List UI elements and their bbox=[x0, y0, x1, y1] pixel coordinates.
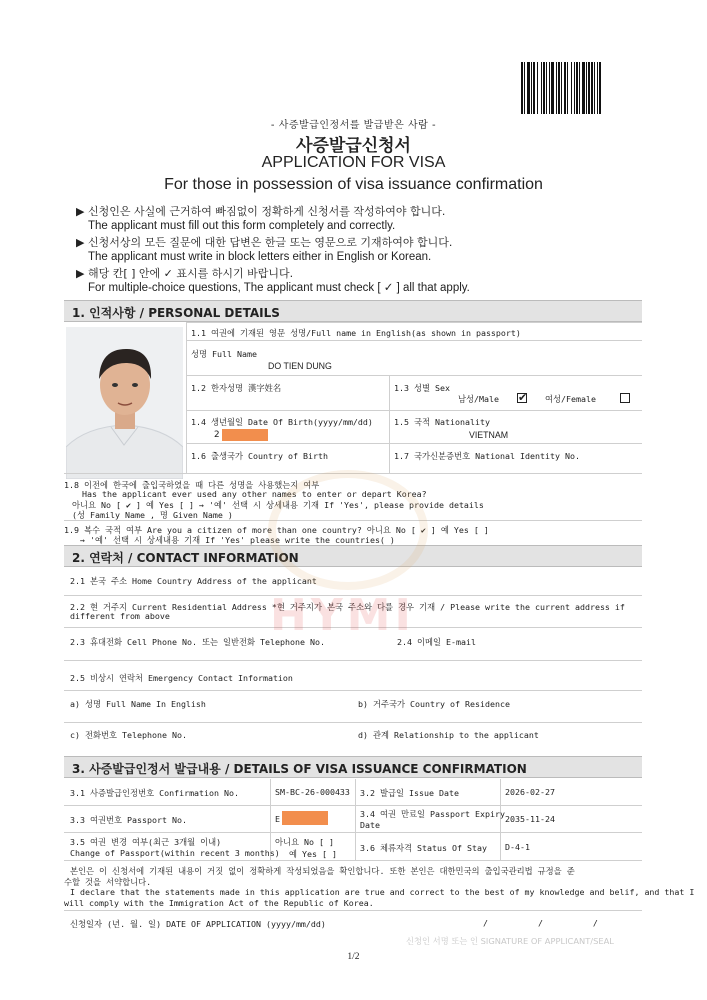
field-1-4-label: 1.4 생년월일 Date Of Birth(yyyy/mm/dd) bbox=[191, 417, 373, 427]
dob-value: 2 bbox=[214, 430, 220, 440]
field-1-8-detail: (성 Family Name , 명 Given Name ) bbox=[72, 510, 233, 520]
instruction-1-kr: ▶ 신청인은 사실에 근거하여 빠짐없이 정확하게 신청서를 작성하여야 합니다. bbox=[76, 205, 446, 218]
section-1-header bbox=[64, 300, 642, 322]
declaration-en-1: I declare that the statements made in this application are true and correct to the best of my knowledge and belif, and that I bbox=[70, 887, 695, 897]
form-title-english: APPLICATION FOR VISA bbox=[261, 154, 446, 171]
issue-date-value: 2026-02-27 bbox=[505, 787, 555, 797]
form-subtitle: - 사증발급인정서를 발급받은 사람 - bbox=[270, 120, 437, 131]
field-2-5b-label: b) 거주국가 Country of Residence bbox=[358, 699, 510, 709]
application-date-label: 신청일자 (년. 월. 일) DATE OF APPLICATION (yyyy/mm/dd) bbox=[70, 919, 326, 929]
field-2-4-label: 2.4 이메일 E-mail bbox=[397, 637, 476, 647]
passport-no-value: E bbox=[275, 814, 280, 824]
field-2-5c-label: c) 전화번호 Telephone No. bbox=[70, 730, 187, 740]
field-3-3-label: 3.3 여권번호 Passport No. bbox=[70, 815, 187, 825]
field-1-6-label: 1.6 출생국가 Country of Birth bbox=[191, 451, 328, 461]
dob-redaction bbox=[222, 429, 268, 441]
watermark-text: HYMI bbox=[270, 590, 415, 641]
instruction-2-en: The applicant must write in block letters either in English or Korean. bbox=[88, 251, 432, 263]
check-icon: ✔ bbox=[518, 391, 528, 404]
field-3-5-label-2: Change of Passport(within recent 3 months) bbox=[70, 848, 280, 858]
field-2-1-label: 2.1 본국 주소 Home Country Address of the applicant bbox=[70, 576, 317, 586]
field-2-2-label-2: different from above bbox=[70, 611, 170, 621]
instruction-1-en: The applicant must fill out this form completely and correctly. bbox=[88, 220, 396, 232]
sex-female-label: 여성/Female bbox=[545, 394, 596, 404]
sex-female-checkbox[interactable] bbox=[620, 393, 630, 403]
declaration-kr-1: 본인은 이 신청서에 기재된 내용이 거짓 없이 정확하게 작성되었음을 확인합니다. 또한 본인은 대한민국의 출입국관리법 규정을 준 bbox=[70, 866, 575, 876]
field-3-4-label: 3.4 여권 만료일 Passport Expiry bbox=[360, 809, 505, 819]
field-1-3-label: 1.3 성별 Sex bbox=[394, 383, 450, 393]
form-title-korean: 사증발급신청서 bbox=[296, 136, 411, 156]
instruction-2-kr: ▶ 신청서상의 모든 질문에 대한 답변은 한글 또는 영문으로 기재하여야 합니다. bbox=[76, 236, 453, 249]
barcode-bar bbox=[601, 62, 603, 114]
nationality-value: VIETNAM bbox=[469, 430, 509, 440]
instruction-3-kr: ▶ 해당 칸[ ] 안에 ✓ 표시를 하시기 바랍니다. bbox=[76, 267, 294, 280]
field-1-1-label: 1.1 여권에 기재된 영문 성명/Full name in English(as shown in passport) bbox=[191, 328, 521, 338]
field-1-9-detail: → '예' 선택 시 상세내용 기재 If 'Yes' please write the countries( ) bbox=[80, 535, 395, 545]
confirmation-no-value: SM-BC-26-000433 bbox=[275, 787, 350, 797]
section-2-title: 2. 연락처 / CONTACT INFORMATION bbox=[72, 551, 299, 565]
watermark-logo bbox=[268, 470, 428, 590]
section-3-header bbox=[64, 756, 642, 778]
field-1-5-label: 1.5 국적 Nationality bbox=[394, 417, 490, 427]
full-name-value: DO TIEN DUNG bbox=[268, 361, 332, 371]
field-1-8-answer: 아니요 No [ ✔ ] 예 Yes [ ] → '예' 선택 시 상세내용 기재 If 'Yes', please provide details bbox=[72, 500, 484, 510]
section-1-title: 1. 인적사항 / PERSONAL DETAILS bbox=[72, 306, 280, 320]
field-1-8-en: Has the applicant ever used any other names to enter or depart Korea? bbox=[82, 489, 427, 499]
field-1-9: 1.9 복수 국적 여부 Are you a citizen of more than one country? 아니요 No [ ✔ ] 예 Yes [ ] bbox=[64, 525, 489, 535]
section-3-title: 3. 사증발급인정서 발급내용 / DETAILS OF VISA ISSUANCE CONFIRMATION bbox=[72, 762, 527, 776]
field-1-8-kr: 1.8 이전에 한국에 출입국하였을 때 다른 성명을 사용했는지 여부 bbox=[64, 480, 320, 490]
page-number: 1/2 bbox=[347, 952, 360, 962]
field-1-2-label: 1.2 한자성명 漢字姓名 bbox=[191, 383, 282, 393]
passport-change-no[interactable]: 아니요 No [ ] bbox=[275, 837, 335, 847]
sex-male-label: 남성/Male bbox=[458, 394, 500, 404]
field-2-5a-label: a) 성명 Full Name In English bbox=[70, 699, 206, 709]
passport-redaction bbox=[282, 811, 328, 825]
field-2-2-label: 2.2 현 거주지 Current Residential Address *현 거주지가 본국 주소와 다를 경우 기재 / Please write the current address if bbox=[70, 602, 625, 612]
signature-label: 신청인 서명 또는 인 SIGNATURE OF APPLICANT/SEAL bbox=[406, 936, 614, 946]
instruction-3-en: For multiple-choice questions, The applicant must check [ ✓ ] all that apply. bbox=[88, 282, 470, 294]
form-title-english-sub: For those in possession of visa issuance confirmation bbox=[164, 176, 543, 193]
field-1-7-label: 1.7 국가신분증번호 National Identity No. bbox=[394, 451, 580, 461]
declaration-kr-2: 수할 것을 서약합니다. bbox=[64, 877, 152, 887]
declaration-en-2: will comply with the Immigration Act of the Republic of Korea. bbox=[64, 898, 374, 908]
field-3-2-label: 3.2 발급일 Issue Date bbox=[360, 788, 459, 798]
field-3-1-label: 3.1 사증발급인정번호 Confirmation No. bbox=[70, 788, 240, 798]
field-3-6-label: 3.6 체류자격 Status Of Stay bbox=[360, 843, 487, 853]
application-date-slashes: / / / bbox=[483, 918, 598, 928]
applicant-photo bbox=[66, 327, 183, 479]
field-2-5d-label: d) 관계 Relationship to the applicant bbox=[358, 730, 539, 740]
field-2-5-label: 2.5 비상시 연락처 Emergency Contact Information bbox=[70, 673, 293, 683]
status-of-stay-value: D-4-1 bbox=[505, 842, 530, 852]
full-name-label: 성명 Full Name bbox=[191, 349, 257, 359]
passport-expiry-value: 2035-11-24 bbox=[505, 814, 555, 824]
passport-change-yes[interactable]: 예 Yes [ ] bbox=[289, 849, 337, 859]
barcode bbox=[521, 62, 641, 114]
field-2-3-label: 2.3 휴대전화 Cell Phone No. 또는 일반전화 Telephone No. bbox=[70, 637, 325, 647]
field-3-5-label: 3.5 여권 변경 여부(최근 3개월 이내) bbox=[70, 837, 222, 847]
field-3-4-label-2: Date bbox=[360, 820, 380, 830]
